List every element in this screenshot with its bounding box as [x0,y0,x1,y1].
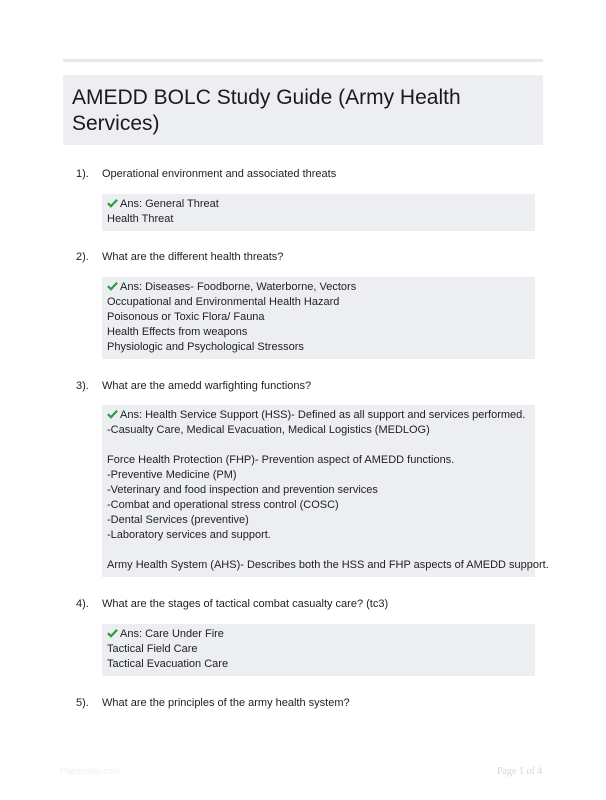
answer-line: Tactical Evacuation Care [107,658,229,670]
question-number: 4). [76,598,89,610]
answer-box-2 [102,277,535,359]
answer-line: -Laboratory services and support. [107,529,271,541]
answer-text: Ans: General Threat [120,198,219,210]
footer-site: Paperbbic.com [60,766,121,776]
answer-line: Poisonous or Toxic Flora/ Fauna [107,311,265,323]
answer-line [107,280,530,295]
answer-line: Force Health Protection (FHP)- Prevention aspect of AMEDD functions. [107,454,455,466]
answer-line: -Casualty Care, Medical Evacuation, Medical Logistics (MEDLOG) [107,424,430,436]
answer-box-3 [102,405,549,577]
answer-line [107,543,530,558]
answer-line: Army Health System (AHS)- Describes both the HSS and FHP aspects of AMEDD support. [107,559,549,571]
page-number: Page 1 of 4 [497,766,543,777]
question-text: What are the amedd warfighting functions? [102,380,312,392]
checkmark-icon [107,409,118,419]
answer-line: Health Effects from weapons [107,326,248,338]
question-text: What are the stages of tactical combat casualty care? (tc3) [102,598,389,610]
answer-line: Tactical Field Care [107,643,198,655]
answer-line [107,627,530,642]
question-text: What are the principles of the army health system? [102,697,350,709]
title-box [63,75,543,145]
answer-line: Occupational and Environmental Health Hazard [107,296,340,308]
question-number: 5). [76,697,89,709]
answer-line [107,438,530,453]
checkmark-icon [107,281,118,291]
question-number: 3). [76,380,89,392]
answer-line: Physiologic and Psychological Stressors [107,341,304,353]
page-title: AMEDD BOLC Study Guide (Army Health Services) [72,86,461,135]
question-text: What are the different health threats? [102,251,284,263]
question-number: 2). [76,251,89,263]
answer-box-4 [102,624,535,676]
answer-line: Health Threat [107,213,174,225]
answer-text: Ans: Diseases- Foodborne, Waterborne, Vectors [120,281,357,293]
answer-line: -Veterinary and food inspection and prevention services [107,484,378,496]
question-text: Operational environment and associated threats [102,168,337,180]
checkmark-icon [107,198,118,208]
checkmark-icon [107,628,118,638]
answer-line [107,408,530,423]
answer-box-1 [102,194,535,231]
answer-text: Ans: Care Under Fire [120,628,224,640]
question-number: 1). [76,168,89,180]
answer-line: -Preventive Medicine (PM) [107,469,237,481]
answer-line: -Combat and operational stress control (COSC) [107,499,339,511]
answer-line [107,197,530,212]
top-divider [63,59,543,62]
answer-text: Ans: Health Service Support (HSS)- Defined as all support and services performed. [120,409,526,421]
answer-line: -Dental Services (preventive) [107,514,249,526]
